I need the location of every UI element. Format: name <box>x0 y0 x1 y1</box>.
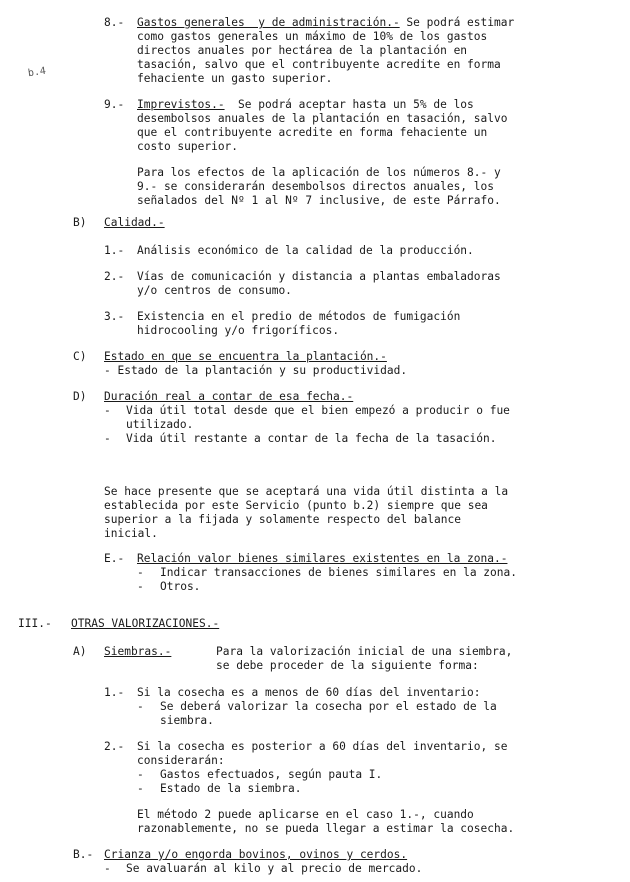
section-b-item-3-line-0: Existencia en el predio de métodos de fumigación <box>137 310 461 323</box>
section-e-bullet-2-text: Otros. <box>160 580 201 593</box>
section-e-label: E.- <box>104 552 125 565</box>
section-d-title: Duración real a contar de esa fecha.- <box>104 390 354 403</box>
section-iii-a-item-2-line-1: considerarán: <box>137 754 225 767</box>
section-c-title: Estado en que se encuentra la plantación.- <box>104 350 387 363</box>
section-iii-a-item-2-bullet-2-line-0: Estado de la siembra. <box>160 782 302 795</box>
section-iii-label: III.- <box>18 617 52 630</box>
section-c-label: C) <box>73 350 87 363</box>
section-iii-b-bullet-text: Se avaluarán al kilo y al precio de mercado. <box>126 862 423 875</box>
item-9-line-0: Se podrá aceptar hasta un 5% de los <box>224 98 474 111</box>
section-iii-b-bullet-dash: - <box>104 862 111 875</box>
note-89-line-1: 9.- se considerarán desembolsos directos anuales, los <box>137 180 494 193</box>
item-8-line-2: directos anuales por hectárea de la plantación en <box>137 44 468 57</box>
item-8-first-line <box>137 16 514 30</box>
section-iii-a-method-note-line-0: El método 2 puede aplicarse en el caso 1.-, cuando <box>137 808 474 821</box>
section-b-item-2-line-0: Vías de comunicación y distancia a plantas embaladoras <box>137 270 501 283</box>
section-b-item-3-line-1: hidrocooling y/o frigoríficos. <box>137 324 340 337</box>
section-e-bullet-1-text: Indicar transacciones de bienes similares en la zona. <box>160 566 517 579</box>
note-vida-line-0: Se hace presente que se aceptará una vida útil distinta a la <box>104 485 509 498</box>
section-iii-a-item-2-line-0: Si la cosecha es posterior a 60 días del inventario, se <box>137 740 508 753</box>
section-iii-a-method-note-line-1: razonablemente, no se pueda llegar a estimar la cosecha. <box>137 822 515 835</box>
item-8-line-1: como gastos generales un máximo de 10% de los gastos <box>137 30 488 43</box>
section-e-bullet-2-dash: - <box>137 580 144 593</box>
section-iii-a-intro-line-1: se debe proceder de la siguiente forma: <box>216 659 479 672</box>
section-iii-b-title: Crianza y/o engorda bovinos, ovinos y cerdos. <box>104 848 408 861</box>
section-iii-a-title: Siembras.- <box>104 645 172 658</box>
section-d-bullet-1-dash: - <box>104 404 111 417</box>
section-b-item-1-number: 1.- <box>104 244 125 257</box>
section-iii-a-label: A) <box>73 645 87 658</box>
section-e-bullet-1-dash: - <box>137 566 144 579</box>
note-vida-line-2: superior a la fijada y solamente respecto del balance <box>104 513 461 526</box>
section-iii-a-item-2-bullet-1-dash: - <box>137 768 144 781</box>
section-d-bullet-1-line-1: utilizado. <box>126 418 194 431</box>
item-9-line-2: que el contribuyente acredite en forma fehaciente un <box>137 126 488 139</box>
item-9-line-3: costo superior. <box>137 140 239 153</box>
section-iii-title: OTRAS VALORIZACIONES.- <box>71 617 220 630</box>
item-9-first-line <box>137 98 474 112</box>
section-iii-b-label: B.- <box>73 848 94 861</box>
item-9-line-1: desembolsos anuales de la plantación en tasación, salvo <box>137 112 508 125</box>
item-9-title: Imprevistos.- <box>137 98 225 111</box>
section-b-item-2-number: 2.- <box>104 270 125 283</box>
section-e-title: Relación valor bienes similares existentes en la zona.- <box>137 552 508 565</box>
section-b-label: B) <box>73 216 87 229</box>
section-b-title: Calidad.- <box>104 216 165 229</box>
section-b-item-2-line-1: y/o centros de consumo. <box>137 284 292 297</box>
section-b-item-3-number: 3.- <box>104 310 125 323</box>
section-c-line-0: - Estado de la plantación y su productividad. <box>104 364 408 377</box>
section-iii-a-intro-line-0: Para la valorización inicial de una siembra, <box>216 645 513 658</box>
item-8-line-3: tasación, salvo que el contribuyente acredite en forma <box>137 58 501 71</box>
section-d-bullet-2-dash: - <box>104 432 111 445</box>
note-vida-line-1: establecida por este Servicio (punto b.2) siempre que sea <box>104 499 488 512</box>
section-b-item-1-line-0: Análisis económico de la calidad de la producción. <box>137 244 474 257</box>
note-89-line-0: Para los efectos de la aplicación de los números 8.- y <box>137 166 501 179</box>
item-8-number: 8.- <box>104 16 125 29</box>
section-iii-a-item-1-number: 1.- <box>104 686 125 699</box>
section-d-bullet-2-line-0: Vida útil restante a contar de la fecha de la tasación. <box>126 432 497 445</box>
section-d-label: D) <box>73 390 87 403</box>
note-vida-line-3: inicial. <box>104 527 158 540</box>
section-d-bullet-1-line-0: Vida útil total desde que el bien empezó a producir o fue <box>126 404 510 417</box>
item-8-line-4: fehaciente un gasto superior. <box>137 72 333 85</box>
section-iii-a-item-2-bullet-1-line-0: Gastos efectuados, según pauta I. <box>160 768 383 781</box>
section-iii-a-item-2-bullet-2-dash: - <box>137 782 144 795</box>
margin-handwritten-mark: b.4 <box>27 65 47 80</box>
section-iii-a-item-1-line-0: Si la cosecha es a menos de 60 días del inventario: <box>137 686 481 699</box>
item-8-line-0: Se podrá estimar <box>399 16 515 29</box>
item-9-number: 9.- <box>104 98 125 111</box>
section-iii-a-item-2-number: 2.- <box>104 740 125 753</box>
item-8-title: Gastos generales y de administración.- <box>137 16 400 29</box>
section-iii-a-item-1-bullet-line-1: siembra. <box>160 714 214 727</box>
section-iii-a-item-1-bullet-line-0: Se deberá valorizar la cosecha por el estado de la <box>160 700 497 713</box>
section-iii-a-item-1-bullet-dash: - <box>137 700 144 713</box>
note-89-line-2: señalados del Nº 1 al Nº 7 inclusive, de este Párrafo. <box>137 194 501 207</box>
